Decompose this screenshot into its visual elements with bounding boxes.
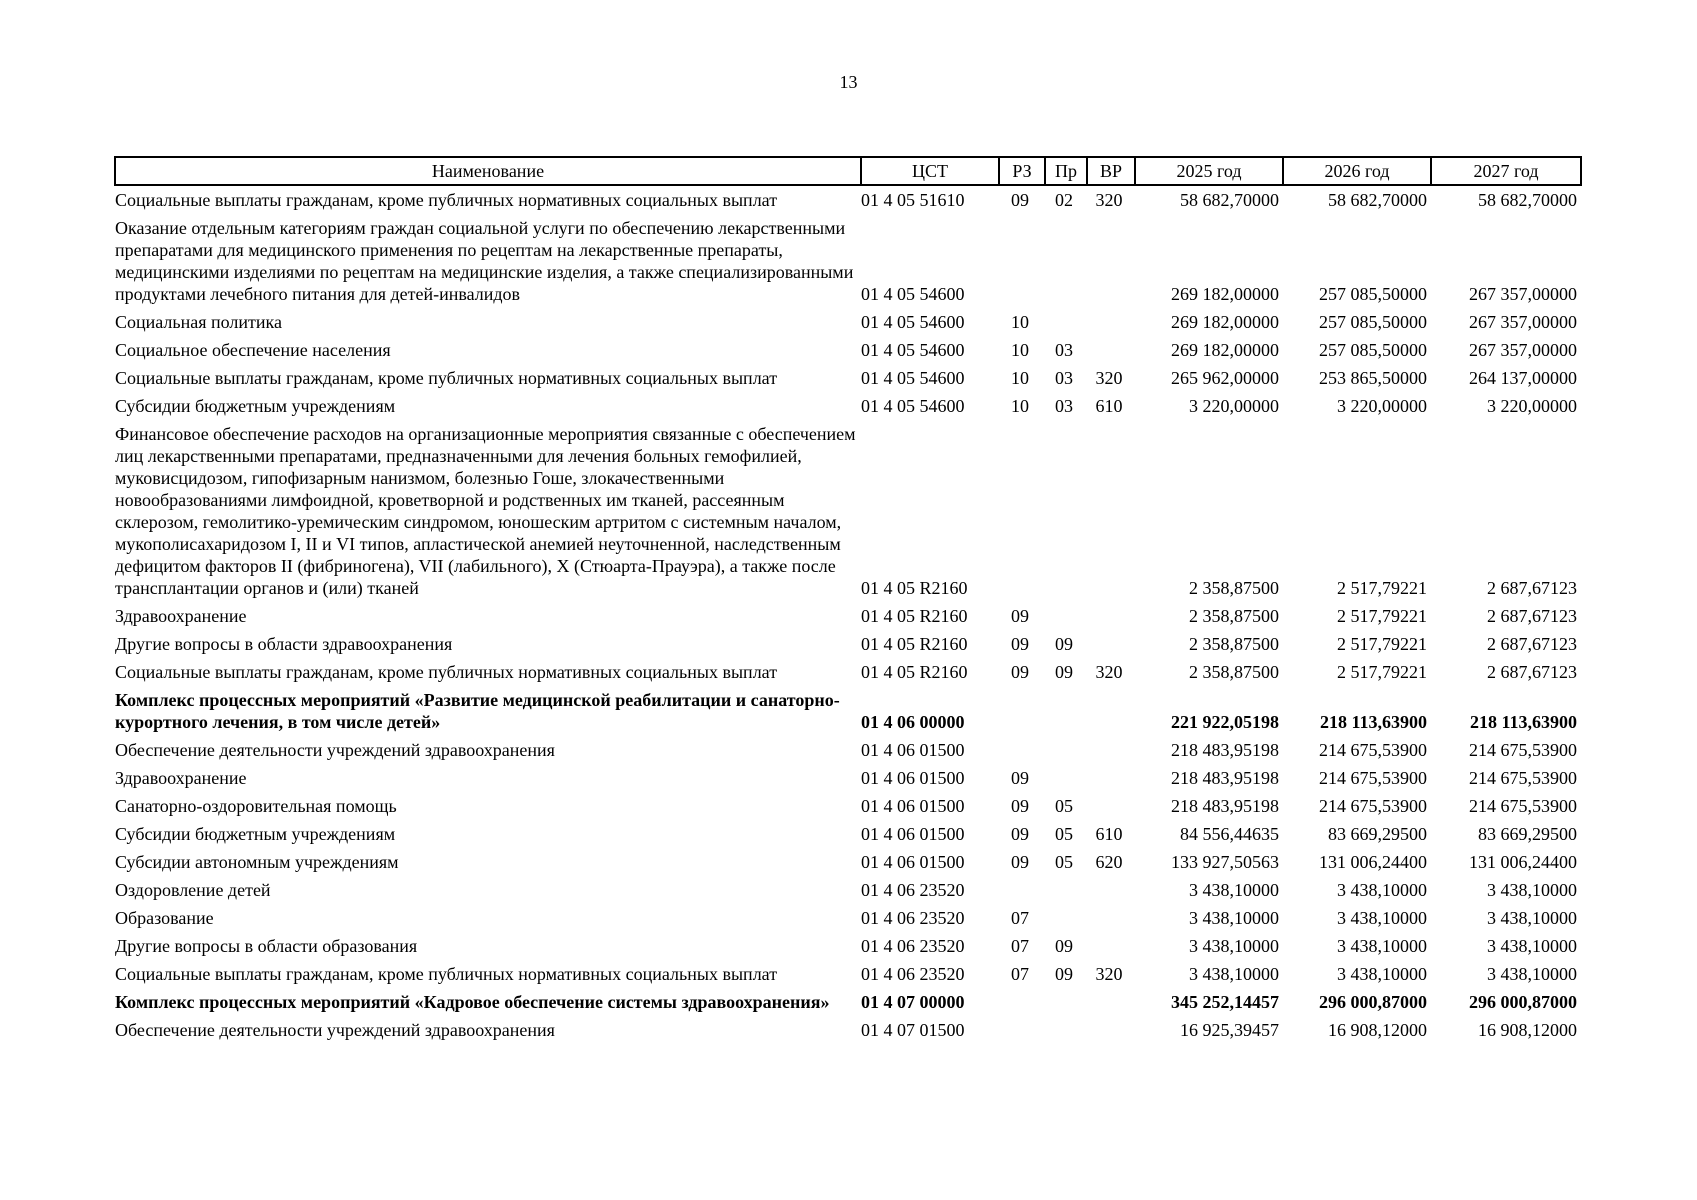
cell-2027: 3 438,10000 bbox=[1487, 936, 1577, 956]
cell-2026: 257 085,50000 bbox=[1319, 284, 1427, 304]
table-row bbox=[115, 658, 1581, 686]
cell-2025: 58 682,70000 bbox=[1180, 190, 1279, 210]
table-row bbox=[115, 988, 1581, 1016]
header-2025: 2025 год bbox=[1135, 157, 1283, 185]
cell-pr bbox=[1045, 736, 1087, 764]
cell-rz bbox=[999, 420, 1045, 602]
cell-pr bbox=[1045, 988, 1087, 1016]
cell-2026: 218 113,63900 bbox=[1319, 712, 1427, 732]
header-pr: Пр bbox=[1045, 157, 1087, 185]
table-row bbox=[115, 820, 1581, 848]
cell-name: Субсидии бюджетным учреждениям bbox=[115, 396, 396, 416]
cell-cst: 01 4 06 23520 bbox=[861, 936, 965, 956]
cell-2026: 257 085,50000 bbox=[1319, 340, 1427, 360]
cell-2026: 2 517,79221 bbox=[1337, 662, 1427, 682]
cell-rz: 07 bbox=[1011, 964, 1029, 984]
cell-2026: 2 517,79221 bbox=[1337, 606, 1427, 626]
cell-cst: 01 4 05 R2160 bbox=[861, 634, 968, 654]
cell-pr bbox=[1045, 876, 1087, 904]
table-row bbox=[115, 876, 1581, 904]
cell-2025: 2 358,87500 bbox=[1189, 578, 1279, 598]
table-row bbox=[115, 932, 1581, 960]
cell-name: Социальные выплаты гражданам, кроме публичных нормативных социальных выплат bbox=[115, 190, 778, 210]
cell-2025: 218 483,95198 bbox=[1171, 740, 1279, 760]
cell-rz bbox=[999, 876, 1045, 904]
cell-rz: 07 bbox=[1011, 908, 1029, 928]
cell-name: Оздоровление детей bbox=[115, 880, 271, 900]
table-row bbox=[115, 364, 1581, 392]
cell-name: Социальное обеспечение населения bbox=[115, 340, 391, 360]
cell-vr bbox=[1087, 336, 1135, 364]
cell-name: Здравоохранение bbox=[115, 606, 247, 626]
cell-pr: 05 bbox=[1055, 852, 1073, 872]
cell-vr bbox=[1087, 904, 1135, 932]
cell-2026: 257 085,50000 bbox=[1319, 312, 1427, 332]
cell-name: Санаторно-оздоровительная помощь bbox=[115, 796, 397, 816]
cell-pr bbox=[1045, 308, 1087, 336]
cell-2027: 264 137,00000 bbox=[1469, 368, 1577, 388]
cell-2026: 2 517,79221 bbox=[1337, 578, 1427, 598]
cell-vr bbox=[1087, 686, 1135, 736]
cell-2026: 83 669,29500 bbox=[1328, 824, 1427, 844]
cell-name: Комплекс процессных мероприятий «Развитие медицинской реабилитации и санаторно-курортного лечения, в том числе детей» bbox=[115, 690, 840, 732]
cell-2027: 2 687,67123 bbox=[1487, 578, 1577, 598]
cell-2027: 16 908,12000 bbox=[1478, 1020, 1577, 1040]
cell-vr bbox=[1087, 736, 1135, 764]
cell-2025: 265 962,00000 bbox=[1171, 368, 1279, 388]
cell-pr bbox=[1045, 602, 1087, 630]
table-row bbox=[115, 1016, 1581, 1044]
cell-2026: 3 438,10000 bbox=[1337, 880, 1427, 900]
cell-2026: 3 220,00000 bbox=[1337, 396, 1427, 416]
cell-2027: 131 006,24400 bbox=[1469, 852, 1577, 872]
cell-cst: 01 4 06 01500 bbox=[861, 824, 965, 844]
cell-2026: 3 438,10000 bbox=[1337, 908, 1427, 928]
cell-cst: 01 4 05 54600 bbox=[861, 396, 965, 416]
table-row bbox=[115, 420, 1581, 602]
cell-2025: 3 438,10000 bbox=[1189, 908, 1279, 928]
cell-2027: 214 675,53900 bbox=[1469, 768, 1577, 788]
cell-2026: 2 517,79221 bbox=[1337, 634, 1427, 654]
cell-2027: 2 687,67123 bbox=[1487, 634, 1577, 654]
table-row bbox=[115, 336, 1581, 364]
cell-name: Обеспечение деятельности учреждений здравоохранения bbox=[115, 1020, 555, 1040]
header-2027: 2027 год bbox=[1431, 157, 1581, 185]
table-row bbox=[115, 185, 1581, 214]
cell-vr bbox=[1087, 214, 1135, 308]
cell-rz bbox=[999, 214, 1045, 308]
table-row bbox=[115, 736, 1581, 764]
table-row bbox=[115, 308, 1581, 336]
cell-vr: 620 bbox=[1095, 852, 1123, 872]
cell-pr bbox=[1045, 904, 1087, 932]
cell-name: Социальные выплаты гражданам, кроме публичных нормативных социальных выплат bbox=[115, 662, 778, 682]
cell-2025: 269 182,00000 bbox=[1171, 340, 1279, 360]
cell-cst: 01 4 05 54600 bbox=[861, 284, 965, 304]
header-vr: ВР bbox=[1087, 157, 1135, 185]
cell-2026: 214 675,53900 bbox=[1319, 768, 1427, 788]
cell-2026: 58 682,70000 bbox=[1328, 190, 1427, 210]
cell-2025: 16 925,39457 bbox=[1180, 1020, 1279, 1040]
cell-pr bbox=[1045, 1016, 1087, 1044]
cell-cst: 01 4 06 23520 bbox=[861, 964, 965, 984]
cell-pr: 02 bbox=[1055, 190, 1073, 210]
cell-cst: 01 4 05 54600 bbox=[861, 340, 965, 360]
table-body bbox=[115, 185, 1581, 1044]
cell-2025: 269 182,00000 bbox=[1171, 312, 1279, 332]
cell-cst: 01 4 07 00000 bbox=[861, 992, 965, 1012]
cell-vr bbox=[1087, 420, 1135, 602]
table-row bbox=[115, 630, 1581, 658]
cell-2027: 218 113,63900 bbox=[1469, 712, 1577, 732]
cell-rz: 10 bbox=[1011, 312, 1029, 332]
cell-name: Комплекс процессных мероприятий «Кадровое обеспечение системы здравоохранения» bbox=[115, 992, 830, 1012]
cell-2025: 218 483,95198 bbox=[1171, 768, 1279, 788]
cell-2026: 131 006,24400 bbox=[1319, 852, 1427, 872]
cell-2026: 16 908,12000 bbox=[1328, 1020, 1427, 1040]
cell-pr: 03 bbox=[1055, 340, 1073, 360]
cell-cst: 01 4 06 01500 bbox=[861, 796, 965, 816]
cell-rz bbox=[999, 736, 1045, 764]
cell-vr bbox=[1087, 988, 1135, 1016]
cell-rz bbox=[999, 1016, 1045, 1044]
cell-2025: 2 358,87500 bbox=[1189, 634, 1279, 654]
cell-rz: 10 bbox=[1011, 340, 1029, 360]
cell-name: Субсидии бюджетным учреждениям bbox=[115, 824, 396, 844]
cell-2027: 214 675,53900 bbox=[1469, 740, 1577, 760]
cell-vr: 320 bbox=[1095, 190, 1123, 210]
cell-cst: 01 4 05 51610 bbox=[861, 190, 965, 210]
cell-pr bbox=[1045, 214, 1087, 308]
cell-vr bbox=[1087, 764, 1135, 792]
cell-rz: 09 bbox=[1011, 824, 1029, 844]
cell-2026: 253 865,50000 bbox=[1319, 368, 1427, 388]
cell-rz: 09 bbox=[1011, 852, 1029, 872]
cell-2027: 267 357,00000 bbox=[1469, 312, 1577, 332]
table-row bbox=[115, 960, 1581, 988]
cell-vr bbox=[1087, 630, 1135, 658]
cell-pr: 09 bbox=[1055, 936, 1073, 956]
table-row bbox=[115, 602, 1581, 630]
cell-2025: 345 252,14457 bbox=[1171, 992, 1279, 1012]
cell-cst: 01 4 06 01500 bbox=[861, 740, 965, 760]
cell-name: Социальная политика bbox=[115, 312, 282, 332]
cell-2027: 58 682,70000 bbox=[1478, 190, 1577, 210]
cell-rz: 10 bbox=[1011, 396, 1029, 416]
cell-cst: 01 4 06 01500 bbox=[861, 852, 965, 872]
cell-2027: 83 669,29500 bbox=[1478, 824, 1577, 844]
cell-pr: 03 bbox=[1055, 396, 1073, 416]
cell-rz: 07 bbox=[1011, 936, 1029, 956]
cell-2026: 3 438,10000 bbox=[1337, 936, 1427, 956]
cell-pr: 03 bbox=[1055, 368, 1073, 388]
cell-2025: 218 483,95198 bbox=[1171, 796, 1279, 816]
cell-vr: 610 bbox=[1095, 396, 1123, 416]
cell-2026: 214 675,53900 bbox=[1319, 796, 1427, 816]
cell-name: Образование bbox=[115, 908, 214, 928]
cell-name: Субсидии автономным учреждениям bbox=[115, 852, 399, 872]
cell-2025: 84 556,44635 bbox=[1180, 824, 1279, 844]
table-row bbox=[115, 904, 1581, 932]
cell-name: Оказание отдельным категориям граждан социальной услуги по обеспечению лекарственными препаратами для медицинского применения по рецептам на лекарственные препараты, медицинскими изделиями по рецептам на медицинские изделия, а также специализированными продуктами лечебного питания для детей-инвалидов bbox=[115, 218, 854, 304]
table-row bbox=[115, 848, 1581, 876]
cell-cst: 01 4 05 R2160 bbox=[861, 578, 968, 598]
cell-vr bbox=[1087, 792, 1135, 820]
table-row bbox=[115, 214, 1581, 308]
cell-2027: 214 675,53900 bbox=[1469, 796, 1577, 816]
cell-cst: 01 4 06 23520 bbox=[861, 908, 965, 928]
cell-2027: 3 438,10000 bbox=[1487, 964, 1577, 984]
cell-cst: 01 4 06 00000 bbox=[861, 712, 965, 732]
cell-2025: 269 182,00000 bbox=[1171, 284, 1279, 304]
table-row bbox=[115, 764, 1581, 792]
cell-cst: 01 4 05 R2160 bbox=[861, 606, 968, 626]
cell-name: Здравоохранение bbox=[115, 768, 247, 788]
cell-cst: 01 4 05 54600 bbox=[861, 312, 965, 332]
cell-name: Другие вопросы в области здравоохранения bbox=[115, 634, 453, 654]
cell-rz bbox=[999, 686, 1045, 736]
cell-rz: 09 bbox=[1011, 662, 1029, 682]
cell-pr bbox=[1045, 764, 1087, 792]
cell-2027: 296 000,87000 bbox=[1469, 992, 1577, 1012]
cell-pr: 09 bbox=[1055, 634, 1073, 654]
cell-2027: 267 357,00000 bbox=[1469, 340, 1577, 360]
cell-pr: 09 bbox=[1055, 662, 1073, 682]
cell-2026: 214 675,53900 bbox=[1319, 740, 1427, 760]
cell-pr bbox=[1045, 420, 1087, 602]
cell-rz: 09 bbox=[1011, 190, 1029, 210]
cell-cst: 01 4 06 23520 bbox=[861, 880, 965, 900]
cell-name: Обеспечение деятельности учреждений здравоохранения bbox=[115, 740, 555, 760]
cell-vr: 320 bbox=[1095, 368, 1123, 388]
cell-cst: 01 4 07 01500 bbox=[861, 1020, 965, 1040]
cell-2025: 133 927,50563 bbox=[1171, 852, 1279, 872]
cell-vr bbox=[1087, 602, 1135, 630]
cell-pr: 05 bbox=[1055, 796, 1073, 816]
cell-name: Финансовое обеспечение расходов на организационные мероприятия связанные с обеспечением лиц лекарственными препаратами, предназначенными для лечения больных гемофилией, муковисцидозом, гипофизарным нанизмом, болезнью Гоше, злокачественными новообразованиями лимфоидной, кроветворной и родственных им тканей, рассеянным склерозом, гемолитико-уремическим синдромом, юношеским артритом с системным началом, мукополисахаридозом I, II и VI типов, апластической анемией неуточненной, наследственным дефицитом факторов II (фибриногена), VII (лабильного), X (Стюарта-Прауэра), а также после трансплантации органов и (или) тканей bbox=[115, 424, 856, 598]
cell-cst: 01 4 05 R2160 bbox=[861, 662, 968, 682]
cell-2026: 296 000,87000 bbox=[1319, 992, 1427, 1012]
cell-2027: 3 438,10000 bbox=[1487, 880, 1577, 900]
cell-pr: 09 bbox=[1055, 964, 1073, 984]
cell-vr bbox=[1087, 1016, 1135, 1044]
cell-2025: 3 438,10000 bbox=[1189, 880, 1279, 900]
cell-2027: 2 687,67123 bbox=[1487, 606, 1577, 626]
cell-vr: 320 bbox=[1095, 964, 1123, 984]
cell-cst: 01 4 05 54600 bbox=[861, 368, 965, 388]
table-row bbox=[115, 792, 1581, 820]
cell-vr bbox=[1087, 932, 1135, 960]
cell-rz: 09 bbox=[1011, 796, 1029, 816]
cell-2025: 3 438,10000 bbox=[1189, 936, 1279, 956]
cell-vr bbox=[1087, 308, 1135, 336]
cell-vr: 320 bbox=[1095, 662, 1123, 682]
cell-rz: 09 bbox=[1011, 768, 1029, 788]
cell-2025: 221 922,05198 bbox=[1171, 712, 1279, 732]
cell-2025: 3 220,00000 bbox=[1189, 396, 1279, 416]
cell-rz bbox=[999, 988, 1045, 1016]
header-2026: 2026 год bbox=[1283, 157, 1431, 185]
cell-rz: 10 bbox=[1011, 368, 1029, 388]
header-name: Наименование bbox=[115, 157, 861, 185]
cell-2027: 2 687,67123 bbox=[1487, 662, 1577, 682]
cell-rz: 09 bbox=[1011, 606, 1029, 626]
header-rz: РЗ bbox=[999, 157, 1045, 185]
table-row bbox=[115, 392, 1581, 420]
page-number: 13 bbox=[839, 72, 858, 92]
cell-2027: 3 220,00000 bbox=[1487, 396, 1577, 416]
cell-2027: 267 357,00000 bbox=[1469, 284, 1577, 304]
table-row bbox=[115, 686, 1581, 736]
cell-2026: 3 438,10000 bbox=[1337, 964, 1427, 984]
cell-pr: 05 bbox=[1055, 824, 1073, 844]
cell-vr: 610 bbox=[1095, 824, 1123, 844]
cell-name: Другие вопросы в области образования bbox=[115, 936, 418, 956]
cell-pr bbox=[1045, 686, 1087, 736]
cell-cst: 01 4 06 01500 bbox=[861, 768, 965, 788]
header-cst: ЦСТ bbox=[861, 157, 999, 185]
cell-vr bbox=[1087, 876, 1135, 904]
table-header-row bbox=[115, 157, 1581, 185]
cell-2025: 2 358,87500 bbox=[1189, 606, 1279, 626]
cell-name: Социальные выплаты гражданам, кроме публичных нормативных социальных выплат bbox=[115, 368, 778, 388]
budget-table bbox=[114, 156, 1582, 1044]
cell-2025: 3 438,10000 bbox=[1189, 964, 1279, 984]
cell-name: Социальные выплаты гражданам, кроме публичных нормативных социальных выплат bbox=[115, 964, 778, 984]
cell-2027: 3 438,10000 bbox=[1487, 908, 1577, 928]
cell-2025: 2 358,87500 bbox=[1189, 662, 1279, 682]
cell-rz: 09 bbox=[1011, 634, 1029, 654]
